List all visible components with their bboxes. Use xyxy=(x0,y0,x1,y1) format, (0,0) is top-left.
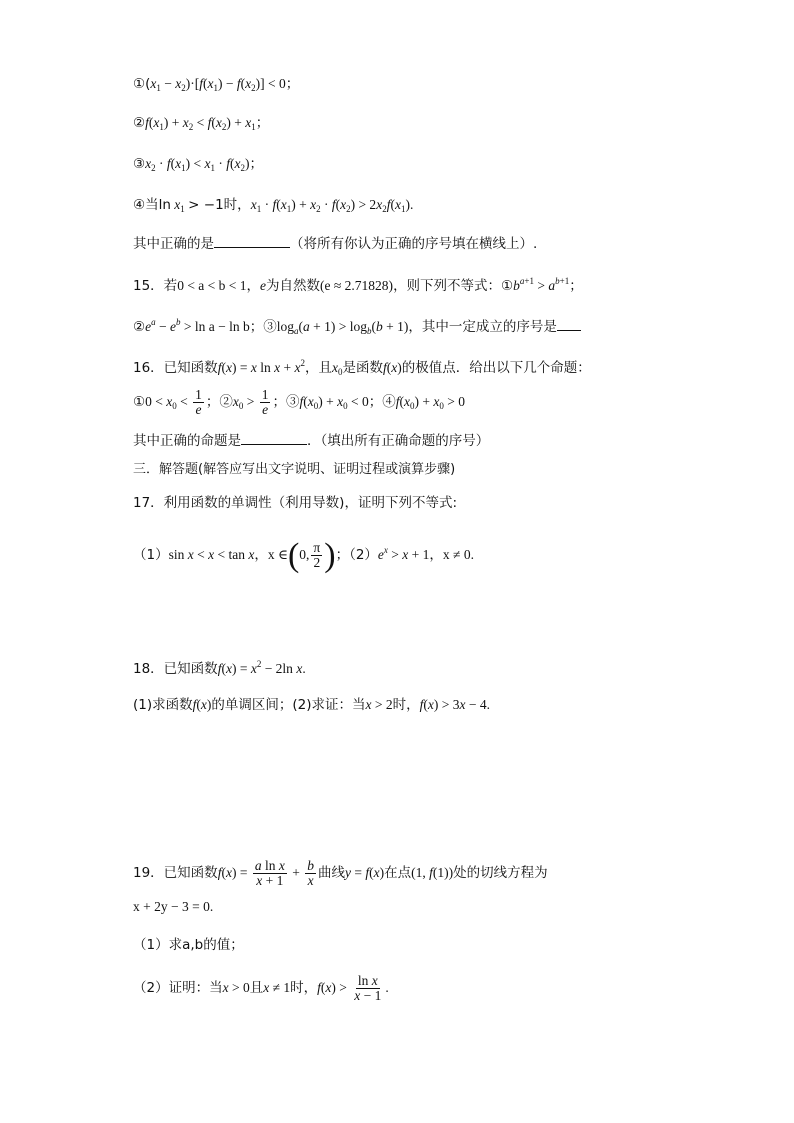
question-18: 18．已知函数$f(x) = x^2 - 2\ln$ x. xyxy=(133,659,306,677)
item-1: $①(x_1 - x_2)\cdot[f(x_1) - f(x_2)] < 0$； xyxy=(133,76,300,93)
question-15-line2: $②e^a - e^b > \ln a - \ln b$；$③\log_a(a + 1) > \log_b(b + 1)$，其中一定成立的序号是 xyxy=(133,312,581,341)
question-18-parts: (1)求函数f(x)的单调区间；(2)求证：当x > 2时，f(x) > 3x − 4. xyxy=(133,697,491,713)
answer-blank[interactable] xyxy=(557,316,581,331)
question-17: 17．利用函数的单调性（利用导数)，证明下列不等式: xyxy=(133,495,457,511)
question-16-props: ①0 < $x_0$ < $\frac{1}{e}$ ；$②x_0$ > $\frac{1}{e}$ ；$③f(x_0) + x_0 < 0$；$④f(x_0) + x_0 > 0$ xyxy=(133,387,465,418)
question-19: 19．已知函数f(x) = $\frac{\text{a ln x}}{x + 1}$ + $\frac{b}{x}$ 曲线y = f(x)在点(1, f(1))处的切线方程为 xyxy=(133,858,548,889)
question-19-tangent: x + 2y − 3 = 0. xyxy=(133,899,214,914)
question-16: 16．已知函数f(x) = x $\ln x + x^2$，且$x_0$是函数f(x)的极值点．给出以下几个命题： xyxy=(133,358,591,377)
item-correct-prompt: 其中正确的是 （将所有你认为正确的序号填在横线上）. xyxy=(133,233,537,254)
section-3-heading: 三．解答题(解答应写出文字说明、证明过程或演算步骤) xyxy=(133,462,456,477)
question-16-conclusion: 其中正确的命题是 ．（填出所有正确命题的序号） xyxy=(133,430,489,451)
question-15: 15．若0 < a < b < 1，e为自然数(e ≈ 2.71828)，则下列不等式：$①b^{a+1} > a^{b+1}$； xyxy=(133,276,583,294)
question-19-part-2: （2）证明：当x > 0且x ≠ 1时，f(x) > $\frac{\text{ln x}}{x - 1}$ . xyxy=(133,973,389,1004)
item-2: $②f(x_1) + x_2 < f(x_2) + x_1$； xyxy=(133,115,270,132)
item-4: ④当$\ln x_1 > -1$时，$x_1 \cdot f(x_1) + x_2 \cdot f(x_2) > 2x_2f(x_1)$. xyxy=(133,197,414,214)
item-3: $③x_2 \cdot f(x_1) < x_1 \cdot f(x_2)$； xyxy=(133,156,263,173)
answer-blank[interactable] xyxy=(241,430,307,445)
question-19-part-1: （1）求a,b的值； xyxy=(133,937,244,953)
question-17-parts: （1）sin x < x < tan x，x ∈(0, $\frac{\pi}{2}$ )；$(2)e^x > x + 1$，x ≠ 0. xyxy=(133,536,474,574)
answer-blank[interactable] xyxy=(214,233,290,248)
